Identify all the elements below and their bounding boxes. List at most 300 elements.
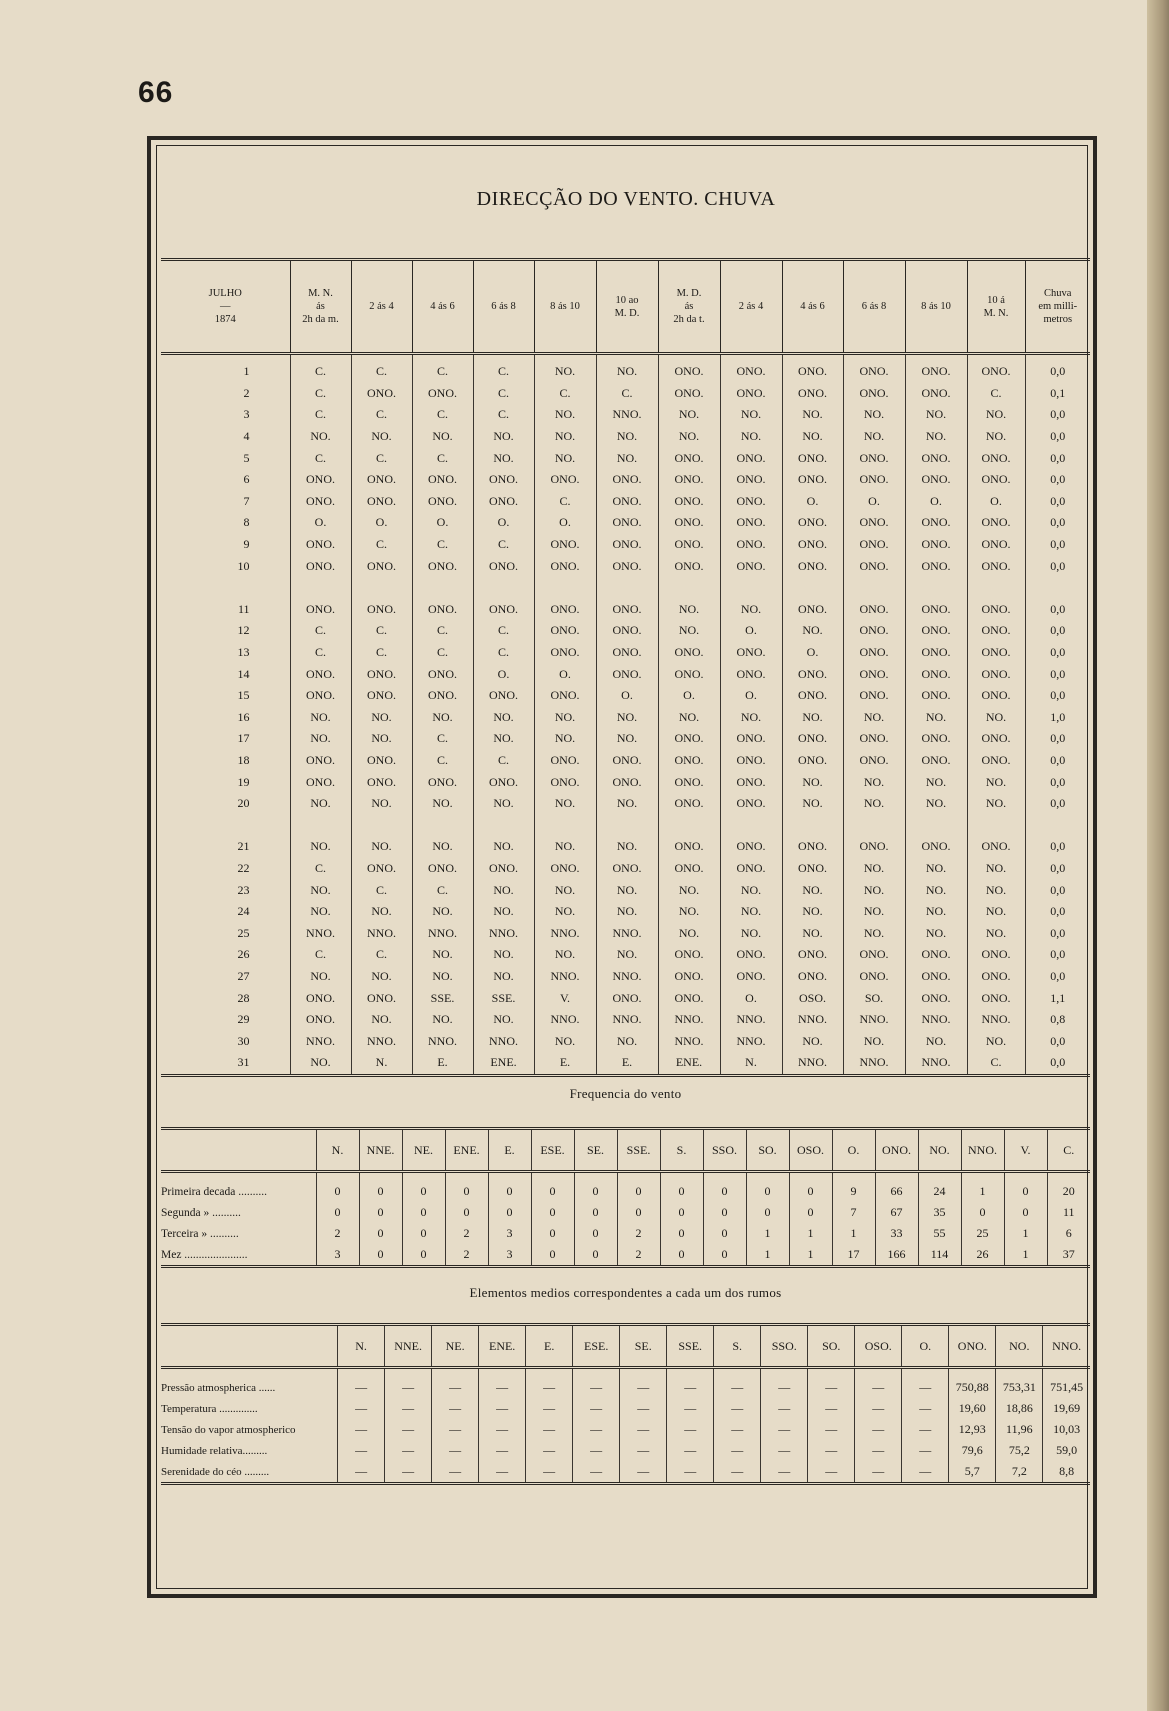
wind-cell: NNO. — [534, 966, 596, 988]
value-cell: — — [761, 1377, 808, 1398]
wind-cell: ONO. — [720, 966, 782, 988]
value-cell: 1 — [746, 1223, 789, 1244]
value-cell: 0 — [531, 1244, 574, 1267]
wind-cell: ONO. — [412, 858, 473, 880]
wind-cell: NO. — [905, 922, 967, 944]
wind-cell: ONO. — [720, 642, 782, 664]
wind-cell: C. — [351, 354, 412, 383]
wind-header-cell — [782, 260, 843, 354]
wind-cell: NNO. — [596, 404, 658, 426]
gap-cell — [412, 814, 473, 836]
day-cell: 16 — [237, 709, 250, 724]
value-cell: — — [667, 1377, 714, 1398]
value-cell: 0 — [359, 1202, 402, 1223]
value-cell: — — [479, 1461, 526, 1484]
value-cell: 55 — [918, 1223, 961, 1244]
wind-cell: NO. — [782, 404, 843, 426]
value-cell: — — [573, 1398, 620, 1419]
value-cell: — — [667, 1440, 714, 1461]
value-cell: 3 — [488, 1244, 531, 1267]
wind-cell: O. — [967, 491, 1025, 513]
wind-cell: NNO. — [843, 1052, 905, 1075]
gap-cell — [905, 814, 967, 836]
row-label: Humidade relativa......... — [161, 1444, 268, 1457]
wind-cell: NO. — [351, 426, 412, 448]
wind-cell: ONO. — [290, 555, 351, 577]
value-cell: 0 — [445, 1202, 488, 1223]
wind-cell: ONO. — [534, 599, 596, 621]
wind-cell: NO. — [843, 1030, 905, 1052]
wind-cell: ONO. — [720, 447, 782, 469]
table-row — [161, 663, 1090, 685]
wind-cell: NO. — [720, 404, 782, 426]
wind-cell: ONO. — [534, 642, 596, 664]
value-cell: 12,93 — [949, 1419, 996, 1440]
wind-table-header — [161, 260, 1090, 354]
wind-cell: ONO. — [967, 987, 1025, 1009]
value-cell: 1 — [746, 1244, 789, 1267]
wind-cell: ONO. — [473, 555, 534, 577]
wind-cell: ONO. — [290, 771, 351, 793]
wind-header-line: M. D. — [676, 288, 702, 299]
day-cell: 1 — [243, 364, 250, 379]
value-cell: — — [714, 1377, 761, 1398]
direction-header: NO. — [996, 1325, 1043, 1368]
wind-cell: ONO. — [967, 599, 1025, 621]
direction-header: NO. — [918, 1129, 961, 1172]
value-cell: 0 — [445, 1181, 488, 1202]
wind-cell: C. — [412, 447, 473, 469]
value-cell: 0 — [402, 1202, 445, 1223]
value-cell: 24 — [918, 1181, 961, 1202]
row-label: Segunda » .......... — [161, 1206, 241, 1219]
wind-cell: NNO. — [290, 1030, 351, 1052]
spacer-cell — [338, 1368, 385, 1378]
wind-header-line: em milli- — [1038, 301, 1078, 312]
wind-cell: ONO. — [596, 491, 658, 513]
wind-cell: C. — [412, 534, 473, 556]
direction-header: E. — [488, 1129, 531, 1172]
value-cell: — — [902, 1440, 949, 1461]
spacer-cell — [667, 1368, 714, 1378]
wind-cell: ONO. — [967, 642, 1025, 664]
wind-cell: ONO. — [905, 966, 967, 988]
value-cell: 114 — [918, 1244, 961, 1267]
gap-cell — [843, 577, 905, 599]
value-cell: 0 — [746, 1181, 789, 1202]
wind-cell: SO. — [843, 987, 905, 1009]
wind-cell: ONO. — [412, 599, 473, 621]
value-cell: 8,8 — [1043, 1461, 1090, 1484]
wind-cell: ONO. — [782, 966, 843, 988]
table-row — [161, 793, 1090, 815]
wind-header-cell — [843, 260, 905, 354]
wind-table-body — [161, 354, 1090, 1076]
value-cell: 0 — [574, 1223, 617, 1244]
value-cell: — — [761, 1398, 808, 1419]
direction-header: ENE. — [445, 1129, 488, 1172]
wind-cell: C. — [967, 1052, 1025, 1075]
spacer-cell — [961, 1172, 1004, 1182]
wind-cell: NO. — [412, 707, 473, 729]
value-cell: — — [338, 1440, 385, 1461]
day-cell: 4 — [243, 429, 250, 444]
rain-cell: 0,0 — [1025, 966, 1090, 988]
wind-cell: ONO. — [720, 836, 782, 858]
table-row — [161, 966, 1090, 988]
table-row — [161, 1440, 1090, 1461]
wind-cell: ONO. — [843, 512, 905, 534]
wind-cell: ONO. — [412, 771, 473, 793]
wind-cell: NO. — [967, 426, 1025, 448]
rain-cell: 0,0 — [1025, 534, 1090, 556]
wind-cell: C. — [290, 404, 351, 426]
wind-cell: NO. — [905, 858, 967, 880]
wind-cell: C. — [473, 354, 534, 383]
wind-cell: ONO. — [534, 685, 596, 707]
value-cell: — — [667, 1419, 714, 1440]
wind-cell: C. — [412, 642, 473, 664]
wind-cell: ONO. — [290, 685, 351, 707]
wind-cell: ONO. — [720, 771, 782, 793]
wind-cell: NNO. — [351, 1030, 412, 1052]
wind-cell: ONO. — [596, 534, 658, 556]
wind-cell: NO. — [412, 793, 473, 815]
wind-cell: C. — [473, 642, 534, 664]
table-row — [161, 1202, 1090, 1223]
value-cell: — — [855, 1440, 902, 1461]
wind-cell: NNO. — [290, 922, 351, 944]
wind-cell: ONO. — [905, 599, 967, 621]
value-cell: — — [338, 1377, 385, 1398]
wind-header-cell — [351, 260, 412, 354]
value-cell: — — [479, 1377, 526, 1398]
rain-cell: 1,1 — [1025, 987, 1090, 1009]
wind-cell: NO. — [290, 426, 351, 448]
wind-cell: ONO. — [658, 512, 720, 534]
wind-cell: NO. — [843, 771, 905, 793]
value-cell: — — [855, 1461, 902, 1484]
value-cell: — — [902, 1377, 949, 1398]
wind-cell: ONO. — [782, 663, 843, 685]
wind-cell: C. — [412, 354, 473, 383]
wind-cell: ONO. — [534, 620, 596, 642]
wind-cell: C. — [290, 354, 351, 383]
value-cell: — — [526, 1461, 573, 1484]
wind-cell: NO. — [596, 354, 658, 383]
wind-cell: C. — [351, 534, 412, 556]
value-cell: 66 — [875, 1181, 918, 1202]
table-row — [161, 1419, 1090, 1440]
spacer-cell — [789, 1172, 832, 1182]
day-cell: 19 — [237, 774, 250, 789]
wind-header-cell — [967, 260, 1025, 354]
rain-cell: 0,0 — [1025, 944, 1090, 966]
wind-header-line: 4 ás 6 — [800, 301, 825, 312]
rain-cell: 0,0 — [1025, 642, 1090, 664]
value-cell: — — [808, 1440, 855, 1461]
wind-cell: NNO. — [905, 1052, 967, 1075]
wind-cell: O. — [596, 685, 658, 707]
spacer-cell — [996, 1368, 1043, 1378]
wind-cell: ONO. — [905, 469, 967, 491]
wind-cell: ONO. — [843, 836, 905, 858]
table-row — [161, 1223, 1090, 1244]
wind-cell: NO. — [412, 426, 473, 448]
table-row — [161, 987, 1090, 1009]
wind-header-line: Chuva — [1044, 288, 1072, 299]
wind-cell: ONO. — [534, 858, 596, 880]
wind-cell: NO. — [596, 879, 658, 901]
value-cell: 753,31 — [996, 1377, 1043, 1398]
wind-cell: ONO. — [720, 750, 782, 772]
wind-cell: NO. — [658, 879, 720, 901]
wind-cell: ONO. — [351, 491, 412, 513]
day-cell: 30 — [237, 1033, 250, 1048]
value-cell: — — [385, 1377, 432, 1398]
value-cell: — — [902, 1461, 949, 1484]
wind-cell: C. — [473, 534, 534, 556]
row-label: Serenidade do céo ......... — [161, 1461, 338, 1484]
wind-cell: ONO. — [905, 663, 967, 685]
wind-cell: ENE. — [658, 1052, 720, 1075]
wind-cell: ONO. — [658, 987, 720, 1009]
direction-header: S. — [660, 1129, 703, 1172]
wind-cell: ONO. — [720, 555, 782, 577]
wind-cell: ONO. — [596, 771, 658, 793]
wind-cell: NNO. — [843, 1009, 905, 1031]
row-label: Temperatura .............. — [161, 1402, 258, 1415]
spacer-cell — [526, 1368, 573, 1378]
value-cell: 0 — [703, 1181, 746, 1202]
value-cell: 1 — [1004, 1223, 1047, 1244]
day-cell: 15 — [237, 688, 250, 703]
spacer-cell — [488, 1172, 531, 1182]
table-row — [161, 707, 1090, 729]
decade-gap — [161, 814, 1090, 836]
wind-cell: ONO. — [720, 793, 782, 815]
wind-cell: ONO. — [658, 469, 720, 491]
wind-cell: NO. — [782, 901, 843, 923]
gap-cell — [843, 814, 905, 836]
wind-cell: ONO. — [658, 642, 720, 664]
value-cell: 0 — [703, 1202, 746, 1223]
wind-cell: ONO. — [596, 750, 658, 772]
wind-cell: ONO. — [843, 728, 905, 750]
value-cell: 1 — [961, 1181, 1004, 1202]
wind-cell: NO. — [351, 793, 412, 815]
value-cell: — — [432, 1398, 479, 1419]
wind-header-line: 4 ás 6 — [430, 301, 455, 312]
wind-cell: ONO. — [905, 944, 967, 966]
value-cell: — — [855, 1419, 902, 1440]
direction-header: SE. — [620, 1325, 667, 1368]
spacer-cell — [573, 1368, 620, 1378]
wind-header-line: M. N. — [308, 288, 333, 299]
wind-cell: NO. — [905, 771, 967, 793]
table-row — [161, 555, 1090, 577]
spacer-cell — [761, 1368, 808, 1378]
value-cell: 0 — [961, 1202, 1004, 1223]
wind-cell: ONO. — [290, 663, 351, 685]
value-cell: — — [479, 1398, 526, 1419]
value-cell: 10,03 — [1043, 1419, 1090, 1440]
day-cell: 24 — [237, 904, 250, 919]
rain-cell: 0,0 — [1025, 404, 1090, 426]
direction-header: SSE. — [617, 1129, 660, 1172]
value-cell: — — [338, 1419, 385, 1440]
day-cell: 26 — [237, 947, 250, 962]
value-cell: — — [902, 1398, 949, 1419]
table-row — [161, 599, 1090, 621]
value-cell: 0 — [531, 1202, 574, 1223]
wind-cell: NO. — [843, 426, 905, 448]
wind-cell: NO. — [782, 879, 843, 901]
wind-cell: ONO. — [658, 491, 720, 513]
wind-header-line: 6 ás 8 — [491, 301, 516, 312]
wind-cell: NO. — [596, 1030, 658, 1052]
value-cell: 0 — [402, 1181, 445, 1202]
wind-cell: ONO. — [843, 555, 905, 577]
day-cell: 12 — [237, 623, 250, 638]
page-title: DIRECÇÃO DO VENTO. CHUVA — [476, 188, 776, 210]
wind-cell: E. — [596, 1052, 658, 1075]
wind-cell: ONO. — [351, 858, 412, 880]
value-cell: 79,6 — [949, 1440, 996, 1461]
wind-cell: C. — [412, 620, 473, 642]
wind-cell: ONO. — [905, 642, 967, 664]
value-cell: — — [385, 1398, 432, 1419]
wind-cell: ONO. — [351, 663, 412, 685]
wind-cell: ONO. — [351, 750, 412, 772]
wind-cell: O. — [351, 512, 412, 534]
wind-cell: ONO. — [967, 663, 1025, 685]
wind-cell: NO. — [534, 447, 596, 469]
gap-cell — [782, 577, 843, 599]
gap-cell — [1025, 814, 1090, 836]
wind-cell: ONO. — [412, 663, 473, 685]
spacer-cell — [574, 1172, 617, 1182]
wind-cell: ONO. — [843, 469, 905, 491]
value-cell: 0 — [746, 1202, 789, 1223]
wind-header-line: metros — [1043, 314, 1073, 325]
wind-header-line: M. D. — [614, 307, 640, 319]
wind-cell: ONO. — [782, 836, 843, 858]
wind-cell: NO. — [843, 793, 905, 815]
decade-gap — [161, 577, 1090, 599]
table-row — [161, 879, 1090, 901]
value-cell: 0 — [703, 1223, 746, 1244]
gap-cell — [720, 577, 782, 599]
value-cell: 33 — [875, 1223, 918, 1244]
direction-header: SO. — [746, 1129, 789, 1172]
value-cell: 0 — [703, 1244, 746, 1267]
value-cell: 0 — [574, 1202, 617, 1223]
value-cell: 19,69 — [1043, 1398, 1090, 1419]
value-cell: 1 — [1004, 1244, 1047, 1267]
wind-cell: ONO. — [967, 447, 1025, 469]
wind-cell: ONO. — [905, 685, 967, 707]
wind-cell: NO. — [473, 426, 534, 448]
wind-cell: O. — [473, 512, 534, 534]
rain-cell: 0,0 — [1025, 599, 1090, 621]
wind-cell: C. — [473, 620, 534, 642]
wind-cell: NNO. — [967, 1009, 1025, 1031]
wind-cell: NO. — [720, 879, 782, 901]
gap-cell — [596, 814, 658, 836]
spacer-cell — [918, 1172, 961, 1182]
wind-cell: ONO. — [658, 555, 720, 577]
wind-cell: ONO. — [596, 663, 658, 685]
rain-cell: 0,0 — [1025, 426, 1090, 448]
gap-cell — [967, 577, 1025, 599]
value-cell: 0 — [1004, 1181, 1047, 1202]
wind-cell: NNO. — [534, 922, 596, 944]
wind-cell: NO. — [967, 901, 1025, 923]
wind-cell: ONO. — [658, 836, 720, 858]
value-cell: 7,2 — [996, 1461, 1043, 1484]
wind-cell: NO. — [720, 426, 782, 448]
value-cell: — — [526, 1440, 573, 1461]
wind-header-line: — — [220, 301, 231, 312]
wind-cell: ONO. — [412, 383, 473, 405]
wind-cell: NO. — [473, 793, 534, 815]
wind-cell: O. — [290, 512, 351, 534]
wind-header-cell — [473, 260, 534, 354]
wind-cell: ONO. — [534, 750, 596, 772]
direction-header: O. — [832, 1129, 875, 1172]
wind-cell: ONO. — [967, 728, 1025, 750]
wind-cell: ONO. — [782, 447, 843, 469]
day-cell: 5 — [243, 450, 250, 465]
wind-cell: NO. — [720, 901, 782, 923]
direction-header: S. — [714, 1325, 761, 1368]
value-cell: — — [620, 1419, 667, 1440]
table-row — [161, 491, 1090, 513]
value-cell: — — [667, 1398, 714, 1419]
wind-header-cell — [534, 260, 596, 354]
spacer-cell — [359, 1172, 402, 1182]
wind-cell: NO. — [905, 879, 967, 901]
wind-cell: NO. — [290, 707, 351, 729]
value-cell: 0 — [359, 1244, 402, 1267]
wind-cell: C. — [290, 383, 351, 405]
value-cell: — — [808, 1419, 855, 1440]
wind-cell: ONO. — [905, 354, 967, 383]
day-cell: 13 — [237, 645, 250, 660]
wind-direction-table — [161, 258, 1090, 1077]
wind-cell: NO. — [290, 728, 351, 750]
wind-cell: ONO. — [473, 491, 534, 513]
spacer-cell — [660, 1172, 703, 1182]
wind-cell: NO. — [473, 836, 534, 858]
wind-header-line: 2h da t. — [673, 314, 705, 325]
wind-cell: NO. — [843, 707, 905, 729]
gap-cell — [351, 577, 412, 599]
wind-cell: ONO. — [782, 383, 843, 405]
wind-cell: NO. — [658, 901, 720, 923]
frequency-header — [161, 1129, 1090, 1172]
table-row — [161, 447, 1090, 469]
wind-cell: ONO. — [658, 858, 720, 880]
wind-cell: NNO. — [905, 1009, 967, 1031]
spacer-cell — [620, 1368, 667, 1378]
value-cell: 0 — [789, 1202, 832, 1223]
page-number: 66 — [138, 76, 174, 109]
table-row — [161, 1244, 1090, 1267]
wind-cell: ONO. — [720, 858, 782, 880]
value-cell: — — [855, 1377, 902, 1398]
